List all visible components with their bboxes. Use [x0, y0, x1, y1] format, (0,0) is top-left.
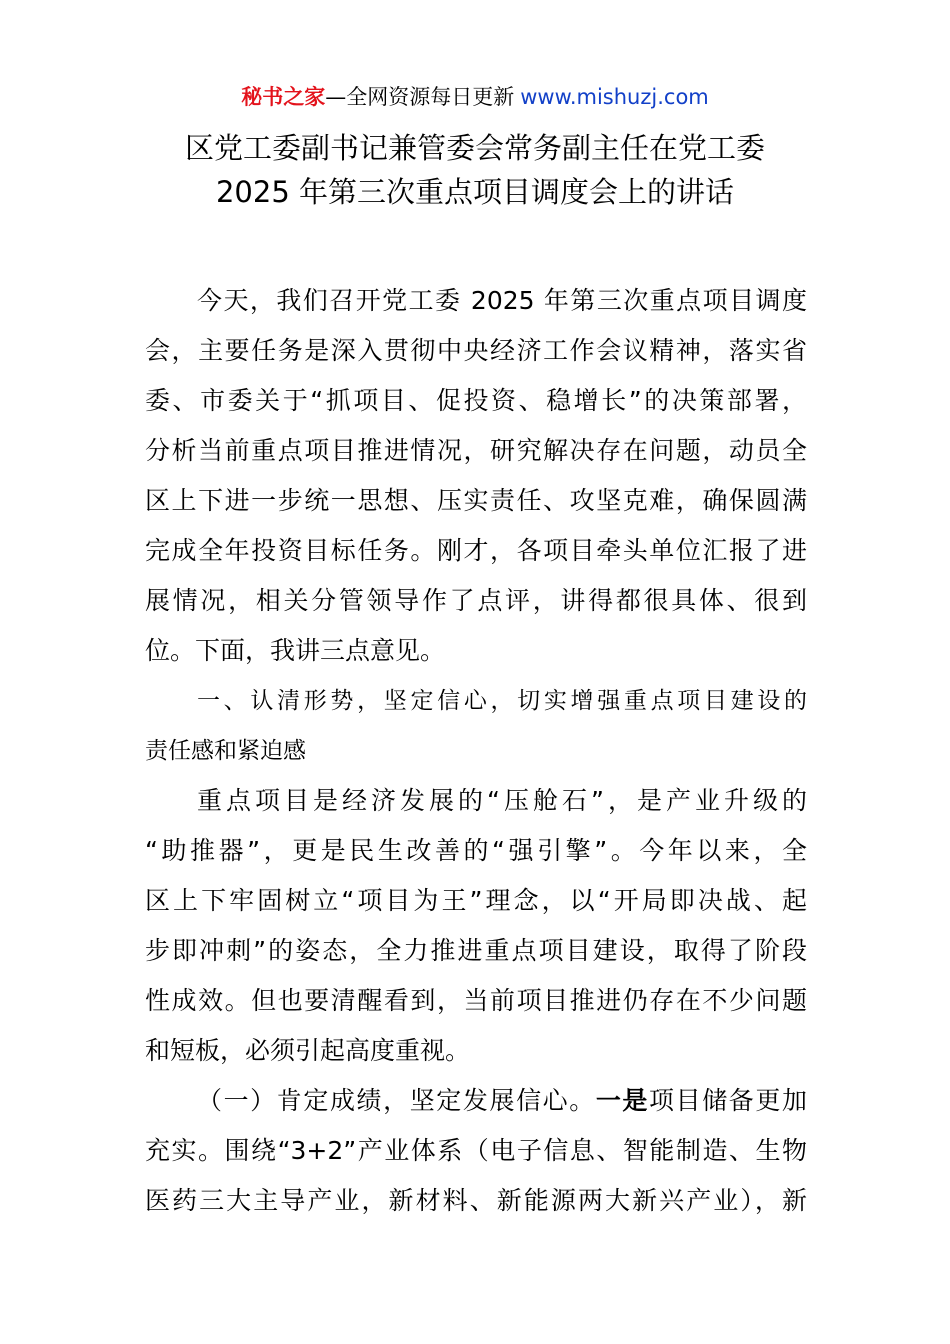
- paragraph-significance: [145, 776, 807, 1076]
- paragraph-line: 区上下进一步统一思想、压实责任、攻坚克难，确保圆满: [145, 486, 807, 515]
- paragraph-line: 和短板，必须引起高度重视。: [145, 1036, 471, 1065]
- site-header: [0, 82, 950, 112]
- paragraph-line: 展情况，相关分管领导作了点评，讲得都很具体、很到: [145, 586, 807, 615]
- paragraph-line: 区上下牢固树立“项目为王”理念，以“开局即决战、起: [145, 886, 807, 915]
- title-line-1: 区党工委副书记兼管委会常务副主任在党工委: [184, 131, 765, 165]
- paragraph-text: 项目储备更加: [649, 1086, 807, 1115]
- paragraph-line: 分析当前重点项目推进情况，研究解决存在问题，动员全: [145, 436, 807, 465]
- paragraph-line: 今天，我们召开党工委 2025 年第三次重点项目调度: [197, 286, 807, 315]
- document-title: [0, 126, 950, 214]
- document-body: [145, 276, 807, 1226]
- paragraph-line: 充实。围绕“3+2”产业体系（电子信息、智能制造、生物: [145, 1136, 807, 1165]
- site-tagline: —全网资源每日更新: [325, 85, 515, 109]
- point-marker: 一是: [595, 1086, 650, 1115]
- paragraph-opening: [145, 276, 807, 676]
- site-brand: 秘书之家: [241, 85, 326, 109]
- paragraph-line: [145, 1076, 807, 1126]
- paragraph-line: 重点项目是经济发展的“压舱石”，是产业升级的: [197, 786, 807, 815]
- section-heading-line: 责任感和紧迫感: [145, 738, 306, 764]
- site-url-link[interactable]: www.mishuzj.com: [520, 85, 709, 109]
- title-line-2: 2025 年第三次重点项目调度会上的讲话: [215, 175, 735, 209]
- paragraph-achievements: [145, 1076, 807, 1226]
- subsection-lead: （一）肯定成绩，坚定发展信心。: [197, 1086, 596, 1115]
- paragraph-line: 步即冲刺”的姿态，全力推进重点项目建设，取得了阶段: [145, 936, 807, 965]
- paragraph-line: 完成全年投资目标任务。刚才，各项目牵头单位汇报了进: [145, 536, 807, 565]
- paragraph-line: 性成效。但也要清醒看到，当前项目推进仍存在不少问题: [145, 986, 807, 1015]
- paragraph-line: 会，主要任务是深入贯彻中央经济工作会议精神，落实省: [145, 336, 807, 365]
- paragraph-line: “助推器”，更是民生改善的“强引擎”。今年以来，全: [145, 836, 807, 865]
- paragraph-line: 委、市委关于“抓项目、促投资、稳增长”的决策部署，: [145, 386, 807, 415]
- paragraph-line: 医药三大主导产业，新材料、新能源两大新兴产业），新: [145, 1186, 807, 1215]
- section-heading-1: [145, 676, 807, 776]
- section-heading-line: 一、认清形势，坚定信心，切实增强重点项目建设的: [197, 688, 807, 714]
- paragraph-line: 位。下面，我讲三点意见。: [145, 636, 446, 665]
